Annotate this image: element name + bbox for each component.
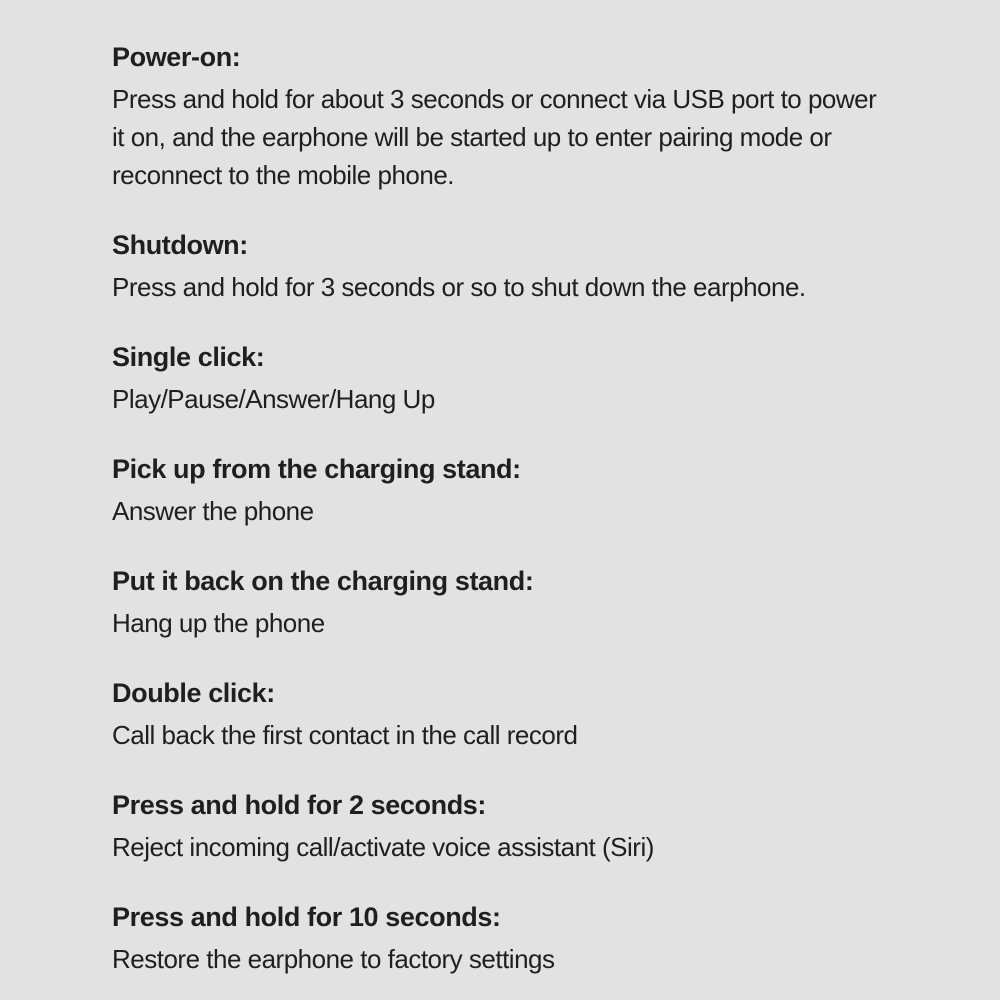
section-body: Press and hold for about 3 seconds or connect via USB port to power it on, and the earphone will be started up to enter pairing mode or reconnect to the mobile phone.: [112, 84, 877, 190]
section-heading: Single click:: [112, 342, 265, 372]
section-heading: Power-on:: [112, 42, 241, 72]
section-double-click: [112, 674, 900, 754]
section-put-back-on-stand: [112, 562, 900, 642]
section-heading: Pick up from the charging stand:: [112, 454, 521, 484]
section-heading: Press and hold for 2 seconds:: [112, 790, 486, 820]
section-single-click: [112, 338, 900, 418]
section-heading: Double click:: [112, 678, 275, 708]
section-body: Hang up the phone: [112, 608, 325, 638]
section-shutdown: [112, 226, 900, 306]
section-body: Call back the first contact in the call record: [112, 720, 578, 750]
section-hold-2-seconds: [112, 786, 900, 866]
section-body: Answer the phone: [112, 496, 314, 526]
section-body: Restore the earphone to factory settings: [112, 944, 555, 974]
section-heading: Shutdown:: [112, 230, 248, 260]
section-heading: Put it back on the charging stand:: [112, 566, 534, 596]
section-body: Press and hold for 3 seconds or so to shut down the earphone.: [112, 272, 806, 302]
section-power-on: [112, 38, 900, 194]
section-hold-10-seconds: [112, 898, 900, 978]
section-heading: Press and hold for 10 seconds:: [112, 902, 501, 932]
section-body: Play/Pause/Answer/Hang Up: [112, 384, 435, 414]
section-pick-up-from-stand: [112, 450, 900, 530]
section-body: Reject incoming call/activate voice assistant (Siri): [112, 832, 654, 862]
